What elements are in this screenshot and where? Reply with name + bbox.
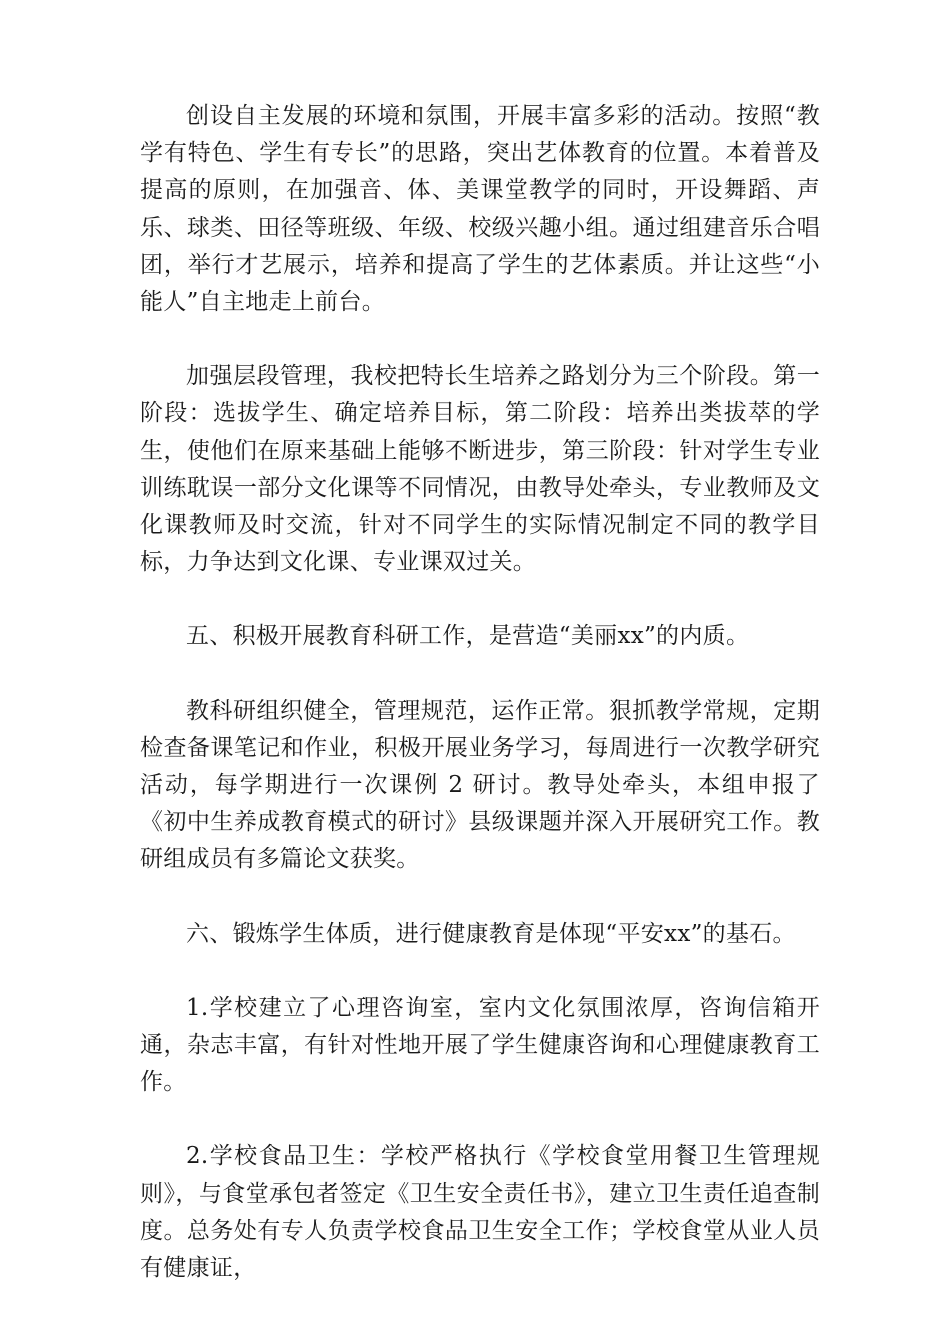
paragraph-counseling-room: 1.学校建立了心理咨询室，室内文化氛围浓厚，咨询信箱开通，杂志丰富，有针对性地开展了学生健康咨询和心理健康教育工作。 xyxy=(140,994,820,1096)
section-heading-health: 六、锻炼学生体质，进行健康教育是体现“平安xx”的基石。 xyxy=(186,920,796,947)
paragraph-teaching-research: 教科研组织健全，管理规范，运作正常。狠抓教学常规，定期检查备课笔记和作业，积极开展业务学习，每周进行一次教学研究活动，每学期进行一次课例 2 研讨。教导处牵头，本组申报了《初中生养成教育模式的研讨》县级课题并深入开展研究工作。教研组成员有多篇论文获奖。 xyxy=(140,697,820,873)
section-heading-research: 五、积极开展教育科研工作，是营造“美丽xx”的内质。 xyxy=(186,623,750,650)
paragraph-stage-management: 加强层段管理，我校把特长生培养之路划分为三个阶段。第一阶段：选拔学生、确定培养目标，第二阶段：培养出类拔萃的学生，使他们在原来基础上能够不断进步，第三阶段：针对学生专业训练耽误一部分文化课等不同情况，由教导处牵头，专业教师及文化课教师及时交流，针对不同学生的实际情况制定不同的教学目标，力争达到文化课、专业课双过关。 xyxy=(140,363,820,576)
paragraph-food-hygiene: 2.学校食品卫生：学校严格执行《学校食堂用餐卫生管理规则》，与食堂承包者签定《卫生安全责任书》，建立卫生责任追查制度。总务处有专人负责学校食品卫生安全工作；学校食堂从业人员有健康证， xyxy=(140,1143,820,1282)
paragraph-arts-activities: 创设自主发展的环境和氛围，开展丰富多彩的活动。按照“教学有特色、学生有专长”的思路，突出艺体教育的位置。本着普及提高的原则，在加强音、体、美课堂教学的同时，开设舞蹈、声乐、球类、田径等班级、年级、校级兴趣小组。通过组建音乐合唱团，举行才艺展示，培养和提高了学生的艺体素质。并让这些“小能人”自主地走上前台。 xyxy=(140,103,820,316)
document-body xyxy=(140,98,820,1324)
